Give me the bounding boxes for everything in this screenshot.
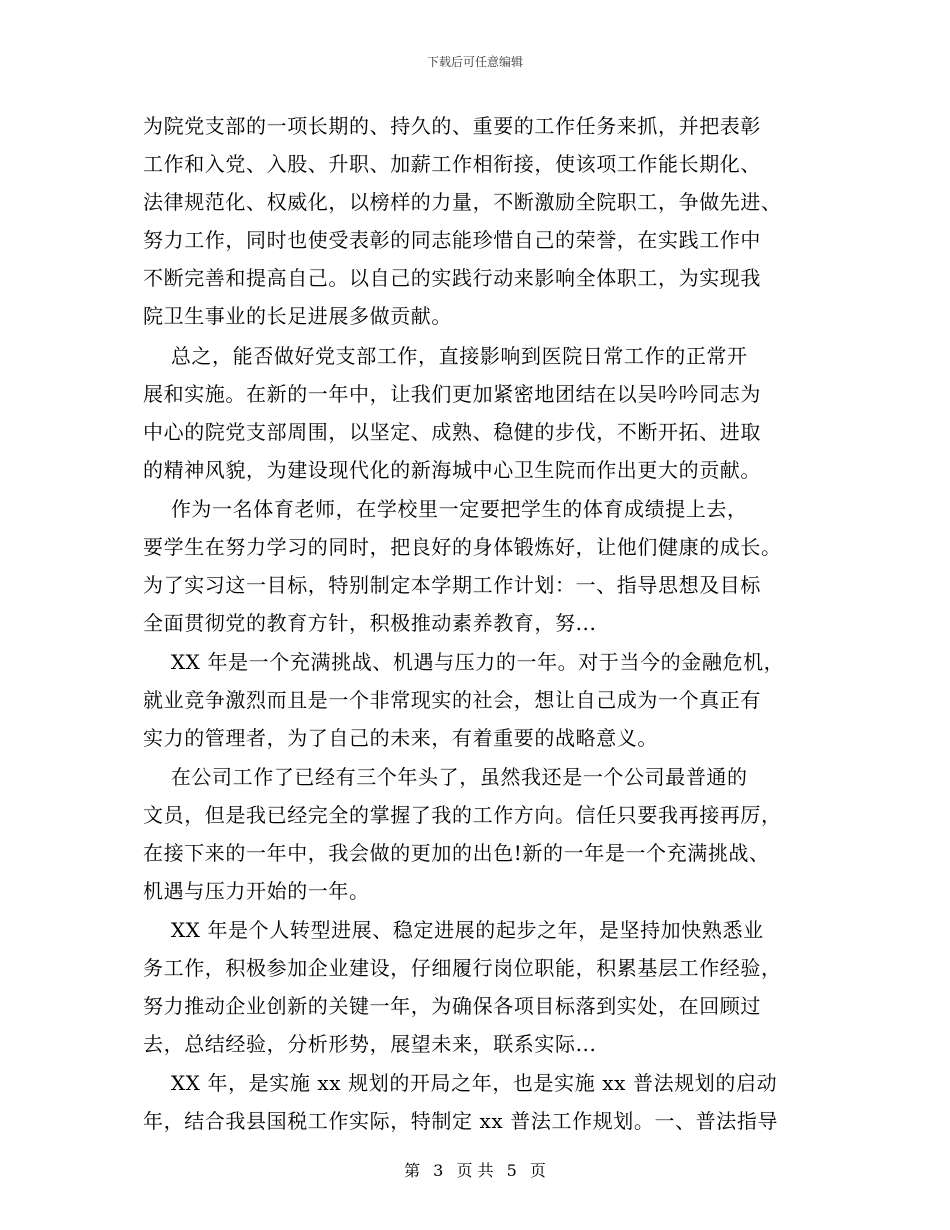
text-line: 实力的管理者，为了自己的未来，有着重要的战略意义。 bbox=[143, 726, 658, 750]
footer-middle: 页 共 bbox=[456, 1161, 494, 1180]
text-line: 就业竞争激烈而且是一个非常现实的社会，想让自己成为一个真正有 bbox=[143, 688, 761, 712]
text-line: 在公司工作了已经有三个年头了，虽然我还是一个公司最普通的 bbox=[143, 765, 748, 789]
text-line: 的精神风貌，为建设现代化的新海城中心卫生院而作出更大的贡献。 bbox=[143, 458, 761, 482]
text-line: XX 年是一个充满挑战、机遇与压力的一年。对于当今的金融危机， bbox=[143, 650, 785, 674]
text-line: XX 年是个人转型进展、稳定进展的起步之年，是坚持加快熟悉业 bbox=[143, 918, 764, 942]
text-line: 机遇与压力开始的一年。 bbox=[143, 879, 370, 903]
footer-prefix: 第 bbox=[404, 1161, 421, 1180]
page-number: 3 bbox=[433, 1161, 444, 1180]
text-line: 作为一名体育老师，在学校里一定要把学生的体育成绩提上去， bbox=[143, 497, 748, 521]
text-line: 中心的院党支部周围，以坚定、成熟、稳健的步伐，不断开拓、进取 bbox=[143, 420, 761, 444]
text-line: 努力工作，同时也使受表彰的同志能珍惜自己的荣誉，在实践工作中 bbox=[143, 228, 761, 252]
text-line: 为院党支部的一项长期的、持久的、重要的工作任务来抓，并把表彰 bbox=[143, 114, 761, 138]
text-line: 在接下来的一年中，我会做的更加的出色!新的一年是一个充满挑战、 bbox=[143, 841, 770, 865]
text-line: 务工作，积极参加企业建设，仔细履行岗位职能，积累基层工作经验， bbox=[143, 956, 782, 980]
text-line: 工作和入党、入股、升职、加薪工作相衔接，使该项工作能长期化、 bbox=[143, 152, 761, 176]
text-line: 总之，能否做好党支部工作，直接影响到医院日常工作的正常开 bbox=[143, 344, 748, 368]
text-line: 努力推动企业创新的关键一年，为确保各项目标落到实处，在回顾过 bbox=[143, 994, 761, 1018]
footer-suffix: 页 bbox=[529, 1161, 546, 1180]
text-line: 年，结合我县国税工作实际，特制定 xx 普法工作规划。一、普法指导 bbox=[143, 1109, 779, 1133]
text-line: 展和实施。在新的一年中，让我们更加紧密地团结在以吴吟吟同志为 bbox=[143, 382, 761, 406]
page-header: 下载后可任意编辑 bbox=[426, 55, 523, 69]
text-line: 文员，但是我已经完全的掌握了我的工作方向。信任只要我再接再厉， bbox=[143, 803, 782, 827]
text-line: 要学生在努力学习的同时，把良好的身体锻炼好，让他们健康的成长。 bbox=[143, 535, 782, 559]
text-line: 全面贯彻党的教育方针，积极推动素养教育，努... bbox=[143, 611, 597, 635]
text-line: 不断完善和提高自己。以自己的实践行动来影响全体职工，为实现我 bbox=[143, 266, 761, 290]
page-total: 5 bbox=[506, 1161, 517, 1180]
text-line: 院卫生事业的长足进展多做贡献。 bbox=[143, 304, 452, 328]
text-line: 去，总结经验，分析形势，展望未来，联系实际... bbox=[143, 1032, 597, 1056]
page-footer bbox=[0, 1158, 950, 1181]
text-line: XX 年，是实施 xx 规划的开局之年，也是实施 xx 普法规划的启动 bbox=[143, 1071, 778, 1095]
text-line: 为了实习这一目标，特别制定本学期工作计划：一、指导思想及目标 bbox=[143, 573, 761, 597]
text-line: 法律规范化、权威化，以榜样的力量，不断激励全院职工，争做先进、 bbox=[143, 190, 782, 214]
